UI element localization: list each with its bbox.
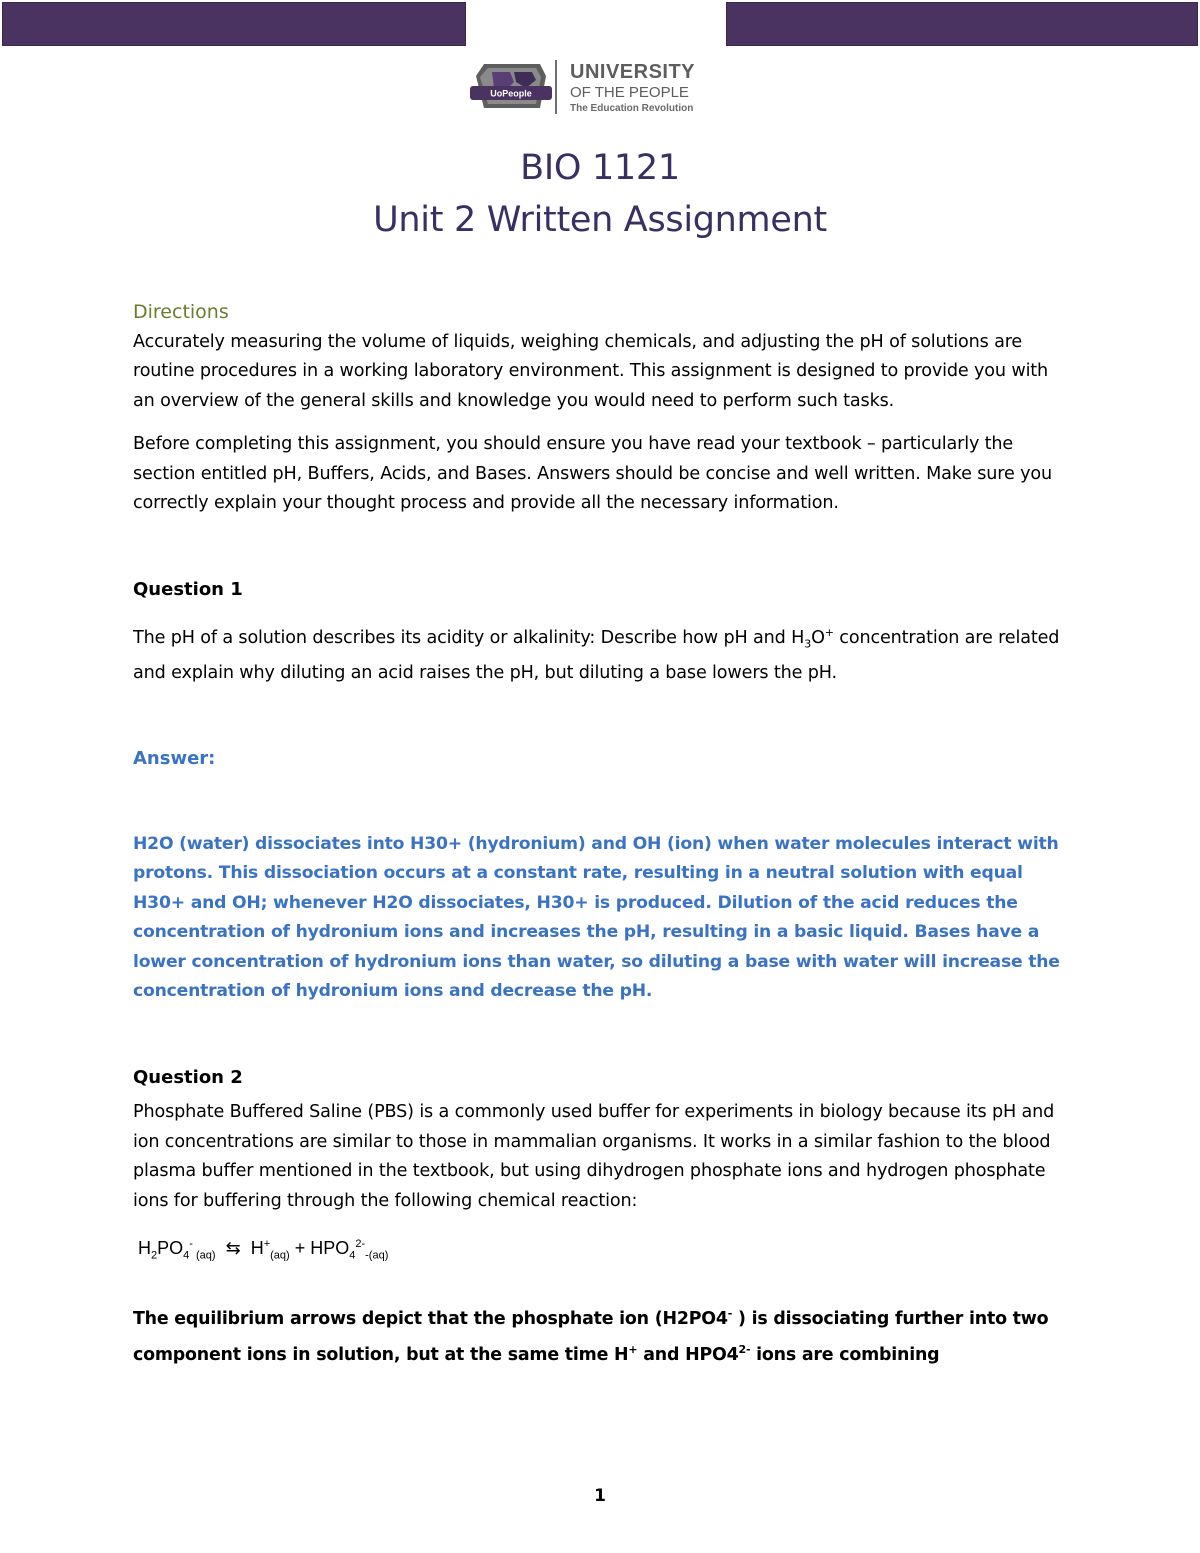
answer-label: Answer:: [133, 748, 216, 770]
question-2-heading: Question 2: [133, 1066, 243, 1088]
header-bar-right: [726, 2, 1198, 46]
question-1-text: The pH of a solution describes its acidity or alkalinity: Describe how pH and $H_3O^+$ concentration are related and explain why diluting an acid raises the pH, but diluting a base lowers the pH.: [133, 626, 1060, 683]
directions-paragraph-1: Accurately measuring the volume of liquids, weighing chemicals, and adjusting the pH of solutions are routine procedures in a working laboratory environment. This assignment is designed to provide you with an overview of the general skills and knowledge you would need to perform such tasks.: [133, 331, 1049, 411]
equilibrium-arrow-icon: ⇆: [225, 1238, 241, 1259]
university-logo: [470, 58, 730, 120]
logo-line-of-the-people: OF THE PEOPLE: [570, 84, 689, 101]
document-body: [133, 298, 1068, 1370]
assignment-title: Unit 2 Written Assignment: [373, 200, 827, 240]
logo-badge-text: UoPeople: [490, 88, 532, 99]
question-1-heading: Question 1: [133, 578, 243, 600]
question-2-text: Phosphate Buffered Saline (PBS) is a commonly used buffer for experiments in biology because its pH and ion concentrations are similar to those in mammalian organisms. It works in a similar fashion to the blood plasma buffer mentioned in the textbook, but using dihydrogen phosphate ions and hydrogen phosphate ions for buffering through the following chemical reaction:: [133, 1102, 1055, 1211]
page-number: 1: [594, 1486, 606, 1506]
directions-paragraph-2: Before completing this assignment, you should ensure you have read your textbook – particularly the section entitled pH, Buffers, Acids, and Bases. Answers should be concise and well written. Make sure you correctly explain your thought process and provide all the necessary information.: [133, 434, 1052, 513]
course-title: BIO 1121: [520, 148, 680, 188]
logo-line-university: UNIVERSITY: [570, 61, 696, 83]
directions-heading: Directions: [133, 301, 229, 323]
logo-divider: [555, 60, 557, 114]
logo-wordmark: [570, 62, 730, 114]
chemical-equation: $H_2PO_4^-$ $_{(aq)}$ ⇆ $H^+_{(aq)} + HPO_4^{2-}_{-(aq)}$: [138, 1238, 389, 1262]
header-bar-left: [2, 2, 466, 46]
question-2-explanation: The equilibrium arrows depict that the phosphate ion (H2PO4- ) is dissociating further into two component ions in solution, but at the same time H+ and $HPO4^{2-}$ ions are combining: [133, 1307, 1049, 1365]
logo-line-tagline: The Education Revolution: [570, 103, 694, 114]
uopeople-shield-icon: [470, 58, 552, 116]
answer-text: H2O (water) dissociates into H30+ (hydronium) and OH (ion) when water molecules interact with protons. This dissociation occurs at a constant rate, resulting in a neutral solution with equal H30+ and OH; whenever H2O dissociates, H30+ is produced. Dilution of the acid reduces the concentration of hydronium ions and increases the pH, resulting in a basic liquid. Bases have a lower concentration of hydronium ions than water, so diluting a base with water will increase the concentration of hydronium ions and decrease the pH.: [133, 833, 1060, 1002]
